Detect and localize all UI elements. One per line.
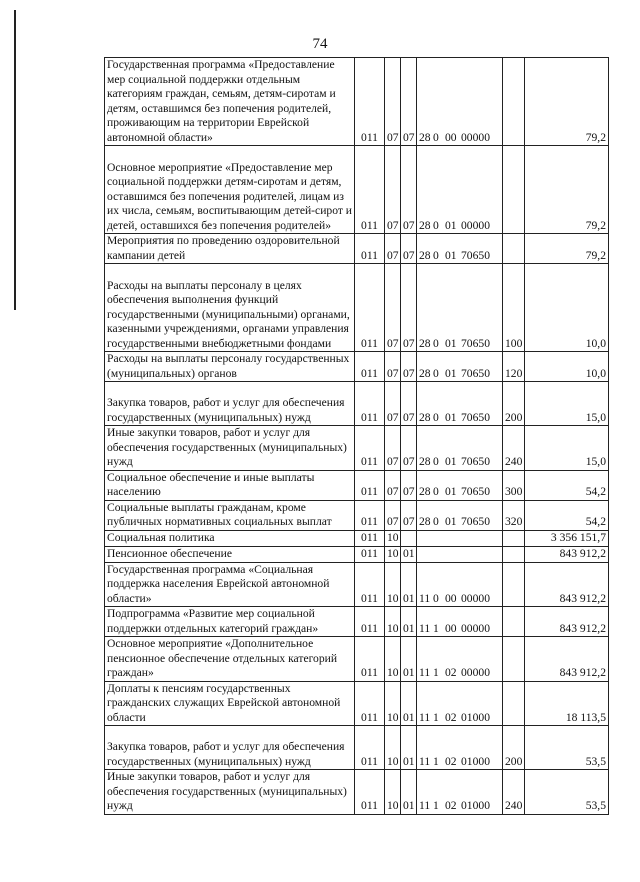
grbs-code-cell: 011 <box>355 681 385 726</box>
grbs-code-cell: 011 <box>355 264 385 352</box>
amount-cell: 54,2 <box>525 500 609 530</box>
target-article-code-part: 01 <box>445 336 457 350</box>
target-article-code-part: 00000 <box>461 666 490 679</box>
expense-type-code-cell <box>503 562 525 607</box>
target-article-code-part: 01 <box>445 515 457 528</box>
target-article-code-part: 0 <box>433 591 439 605</box>
subsection-code-cell: 01 <box>401 726 417 770</box>
grbs-code-cell: 011 <box>355 562 385 607</box>
table-row <box>105 470 609 500</box>
table-row <box>105 726 609 770</box>
target-article-code-part: 28 <box>419 455 431 468</box>
expense-type-code-cell <box>503 607 525 637</box>
amount-cell: 79,2 <box>525 58 609 146</box>
section-code-cell: 07 <box>385 352 401 382</box>
table-row <box>105 352 609 382</box>
subsection-code-cell: 07 <box>401 264 417 352</box>
amount-cell: 843 912,2 <box>525 562 609 607</box>
target-article-code-part: 01 <box>445 485 457 498</box>
target-article-code-part: 11 <box>419 799 431 812</box>
expense-name-cell: Иные закупки товаров, работ и услуг для обеспечения государственных (муниципальных) нужд <box>105 426 355 471</box>
expense-name-cell: Подпрограмма «Развитие мер социальной поддержки отдельных категорий граждан» <box>105 607 355 637</box>
table-row <box>105 146 609 234</box>
grbs-code-cell: 011 <box>355 58 385 146</box>
expense-type-code-cell: 100 <box>503 264 525 352</box>
amount-cell: 10,0 <box>525 264 609 352</box>
grbs-code-cell: 011 <box>355 770 385 815</box>
table-row <box>105 546 609 562</box>
expense-name-cell: Социальная политика <box>105 530 355 546</box>
target-article-code-part: 01000 <box>461 710 490 724</box>
target-article-code-part: 01 <box>445 455 457 468</box>
amount-cell: 843 912,2 <box>525 546 609 562</box>
budget-table <box>104 57 609 815</box>
expense-type-code-cell <box>503 234 525 264</box>
expense-name-cell: Социальные выплаты гражданам, кроме публичных нормативных социальных выплат <box>105 500 355 530</box>
target-article-code-part: 28 <box>419 410 431 424</box>
expense-type-code-cell <box>503 637 525 682</box>
expense-name-cell: Основное мероприятие «Предоставление мер социальной поддержки детям-сиротам и детям, оставшимся без попечения родителей, лицам из их числа, семьям, воспитывающим детей-сирот и детей, оставшихся без попечения родителей» <box>105 146 355 234</box>
section-code-cell: 10 <box>385 530 401 546</box>
table-row <box>105 234 609 264</box>
target-article-code-part: 0 <box>433 130 439 144</box>
section-code-cell: 07 <box>385 382 401 426</box>
target-article-code-part: 01 <box>445 218 457 232</box>
target-article-code-part: 0 <box>433 218 439 232</box>
target-article-code-cell <box>417 770 503 815</box>
grbs-code-cell: 011 <box>355 146 385 234</box>
section-code-cell: 07 <box>385 470 401 500</box>
grbs-code-cell: 011 <box>355 234 385 264</box>
expense-type-code-cell: 240 <box>503 426 525 471</box>
section-code-cell: 10 <box>385 681 401 726</box>
target-article-code-cell <box>417 264 503 352</box>
target-article-code-part: 11 <box>419 666 431 679</box>
expense-type-code-cell: 120 <box>503 352 525 382</box>
target-article-code-part: 02 <box>445 754 457 768</box>
target-article-code-part: 01 <box>445 366 457 380</box>
amount-cell: 3 356 151,7 <box>525 530 609 546</box>
target-article-code-part: 70650 <box>461 366 490 380</box>
table-row <box>105 382 609 426</box>
section-code-cell: 10 <box>385 637 401 682</box>
target-article-code-part: 01 <box>445 248 457 262</box>
target-article-code-part: 70650 <box>461 485 490 498</box>
subsection-code-cell: 07 <box>401 234 417 264</box>
grbs-code-cell: 011 <box>355 382 385 426</box>
amount-cell: 53,5 <box>525 770 609 815</box>
target-article-code-cell <box>417 426 503 471</box>
target-article-code-part: 11 <box>419 710 431 724</box>
section-code-cell: 07 <box>385 500 401 530</box>
target-article-code-cell <box>417 530 503 546</box>
margin-binding-line <box>14 10 16 310</box>
subsection-code-cell: 01 <box>401 681 417 726</box>
target-article-code-part: 1 <box>433 621 439 635</box>
section-code-cell: 10 <box>385 607 401 637</box>
target-article-code-part: 1 <box>433 666 439 679</box>
subsection-code-cell: 01 <box>401 637 417 682</box>
table-row <box>105 426 609 471</box>
grbs-code-cell: 011 <box>355 607 385 637</box>
amount-cell: 10,0 <box>525 352 609 382</box>
section-code-cell: 07 <box>385 58 401 146</box>
amount-cell: 18 113,5 <box>525 681 609 726</box>
subsection-code-cell: 07 <box>401 382 417 426</box>
expense-name-cell: Социальное обеспечение и иные выплаты населению <box>105 470 355 500</box>
table-body <box>105 58 609 815</box>
subsection-code-cell: 07 <box>401 426 417 471</box>
amount-cell: 15,0 <box>525 426 609 471</box>
target-article-code-part: 0 <box>433 515 439 528</box>
target-article-code-part: 00 <box>445 621 457 635</box>
target-article-code-part: 0 <box>433 485 439 498</box>
subsection-code-cell: 01 <box>401 770 417 815</box>
section-code-cell: 10 <box>385 546 401 562</box>
amount-cell: 15,0 <box>525 382 609 426</box>
page-number: 74 <box>312 36 328 52</box>
section-code-cell: 10 <box>385 770 401 815</box>
target-article-code-cell <box>417 382 503 426</box>
section-code-cell: 07 <box>385 234 401 264</box>
target-article-code-part: 28 <box>419 336 431 350</box>
target-article-code-part: 00 <box>445 130 457 144</box>
table-row <box>105 58 609 146</box>
target-article-code-part: 00 <box>445 591 457 605</box>
expense-type-code-cell <box>503 546 525 562</box>
subsection-code-cell: 01 <box>401 546 417 562</box>
target-article-code-part: 1 <box>433 799 439 812</box>
table-row <box>105 530 609 546</box>
expense-name-cell: Закупка товаров, работ и услуг для обеспечения государственных (муниципальных) нужд <box>105 726 355 770</box>
expense-name-cell: Пенсионное обеспечение <box>105 546 355 562</box>
target-article-code-part: 02 <box>445 666 457 679</box>
target-article-code-part: 11 <box>419 754 431 768</box>
subsection-code-cell: 07 <box>401 500 417 530</box>
expense-type-code-cell <box>503 146 525 234</box>
expense-type-code-cell: 320 <box>503 500 525 530</box>
target-article-code-cell <box>417 726 503 770</box>
target-article-code-part: 01 <box>445 410 457 424</box>
table-row <box>105 562 609 607</box>
target-article-code-cell <box>417 352 503 382</box>
target-article-code-cell <box>417 470 503 500</box>
target-article-code-part: 0 <box>433 410 439 424</box>
expense-name-cell: Закупка товаров, работ и услуг для обеспечения государственных (муниципальных) нужд <box>105 382 355 426</box>
expense-name-cell: Государственная программа «Социальная поддержка населения Еврейской автономной области» <box>105 562 355 607</box>
grbs-code-cell: 011 <box>355 530 385 546</box>
expense-type-code-cell <box>503 58 525 146</box>
table-row <box>105 264 609 352</box>
target-article-code-cell <box>417 146 503 234</box>
subsection-code-cell: 07 <box>401 146 417 234</box>
section-code-cell: 07 <box>385 264 401 352</box>
target-article-code-part: 70650 <box>461 410 490 424</box>
subsection-code-cell: 07 <box>401 352 417 382</box>
target-article-code-part: 70650 <box>461 515 490 528</box>
expense-name-cell: Расходы на выплаты персоналу в целях обеспечения выполнения функций государственными (муниципальными) органами, казенными учреждениями, органами управления государственными внебюджетными фондами <box>105 264 355 352</box>
target-article-code-part: 0 <box>433 248 439 262</box>
expense-name-cell: Мероприятия по проведению оздоровительной кампании детей <box>105 234 355 264</box>
target-article-code-cell <box>417 562 503 607</box>
expense-name-cell: Доплаты к пенсиям государственных гражданских служащих Еврейской автономной области <box>105 681 355 726</box>
target-article-code-cell <box>417 500 503 530</box>
grbs-code-cell: 011 <box>355 500 385 530</box>
target-article-code-part: 28 <box>419 485 431 498</box>
target-article-code-part: 0 <box>433 336 439 350</box>
target-article-code-part: 00000 <box>461 130 490 144</box>
section-code-cell: 07 <box>385 146 401 234</box>
table-row <box>105 770 609 815</box>
target-article-code-part: 00000 <box>461 218 490 232</box>
grbs-code-cell: 011 <box>355 352 385 382</box>
target-article-code-cell <box>417 546 503 562</box>
expense-type-code-cell: 200 <box>503 726 525 770</box>
grbs-code-cell: 011 <box>355 426 385 471</box>
target-article-code-part: 00000 <box>461 621 490 635</box>
amount-cell: 843 912,2 <box>525 607 609 637</box>
target-article-code-part: 1 <box>433 710 439 724</box>
grbs-code-cell: 011 <box>355 637 385 682</box>
subsection-code-cell: 01 <box>401 562 417 607</box>
grbs-code-cell: 011 <box>355 470 385 500</box>
table-row <box>105 681 609 726</box>
target-article-code-part: 0 <box>433 366 439 380</box>
expense-type-code-cell: 200 <box>503 382 525 426</box>
target-article-code-part: 1 <box>433 754 439 768</box>
target-article-code-part: 28 <box>419 366 431 380</box>
target-article-code-part: 01000 <box>461 799 490 812</box>
grbs-code-cell: 011 <box>355 726 385 770</box>
target-article-code-cell <box>417 607 503 637</box>
expense-type-code-cell: 240 <box>503 770 525 815</box>
table-row <box>105 500 609 530</box>
target-article-code-part: 0 <box>433 455 439 468</box>
grbs-code-cell: 011 <box>355 546 385 562</box>
target-article-code-part: 11 <box>419 621 431 635</box>
target-article-code-cell <box>417 637 503 682</box>
expense-type-code-cell: 300 <box>503 470 525 500</box>
expense-name-cell: Основное мероприятие «Дополнительное пенсионное обеспечение отдельных категорий граждан» <box>105 637 355 682</box>
target-article-code-part: 28 <box>419 130 431 144</box>
expense-type-code-cell <box>503 681 525 726</box>
amount-cell: 79,2 <box>525 234 609 264</box>
target-article-code-part: 28 <box>419 218 431 232</box>
target-article-code-part: 70650 <box>461 336 490 350</box>
target-article-code-part: 70650 <box>461 248 490 262</box>
target-article-code-part: 70650 <box>461 455 490 468</box>
amount-cell: 53,5 <box>525 726 609 770</box>
target-article-code-part: 28 <box>419 515 431 528</box>
table-row <box>105 607 609 637</box>
expense-type-code-cell <box>503 530 525 546</box>
amount-cell: 54,2 <box>525 470 609 500</box>
subsection-code-cell: 01 <box>401 607 417 637</box>
target-article-code-part: 00000 <box>461 591 490 605</box>
section-code-cell: 10 <box>385 562 401 607</box>
target-article-code-part: 01000 <box>461 754 490 768</box>
amount-cell: 79,2 <box>525 146 609 234</box>
target-article-code-part: 02 <box>445 710 457 724</box>
expense-name-cell: Государственная программа «Предоставление мер социальной поддержки отдельным категориям граждан, семьям, детям-сиротам и детям, оставшимся без попечения родителей, проживающим на территории Еврейской автономной области» <box>105 58 355 146</box>
subsection-code-cell <box>401 530 417 546</box>
target-article-code-part: 28 <box>419 248 431 262</box>
subsection-code-cell: 07 <box>401 58 417 146</box>
subsection-code-cell: 07 <box>401 470 417 500</box>
target-article-code-part: 02 <box>445 799 457 812</box>
target-article-code-part: 11 <box>419 591 431 605</box>
section-code-cell: 07 <box>385 426 401 471</box>
section-code-cell: 10 <box>385 726 401 770</box>
expense-name-cell: Расходы на выплаты персоналу государственных (муниципальных) органов <box>105 352 355 382</box>
amount-cell: 843 912,2 <box>525 637 609 682</box>
expense-name-cell: Иные закупки товаров, работ и услуг для обеспечения государственных (муниципальных) нужд <box>105 770 355 815</box>
table-row <box>105 637 609 682</box>
target-article-code-cell <box>417 234 503 264</box>
target-article-code-cell <box>417 58 503 146</box>
target-article-code-cell <box>417 681 503 726</box>
